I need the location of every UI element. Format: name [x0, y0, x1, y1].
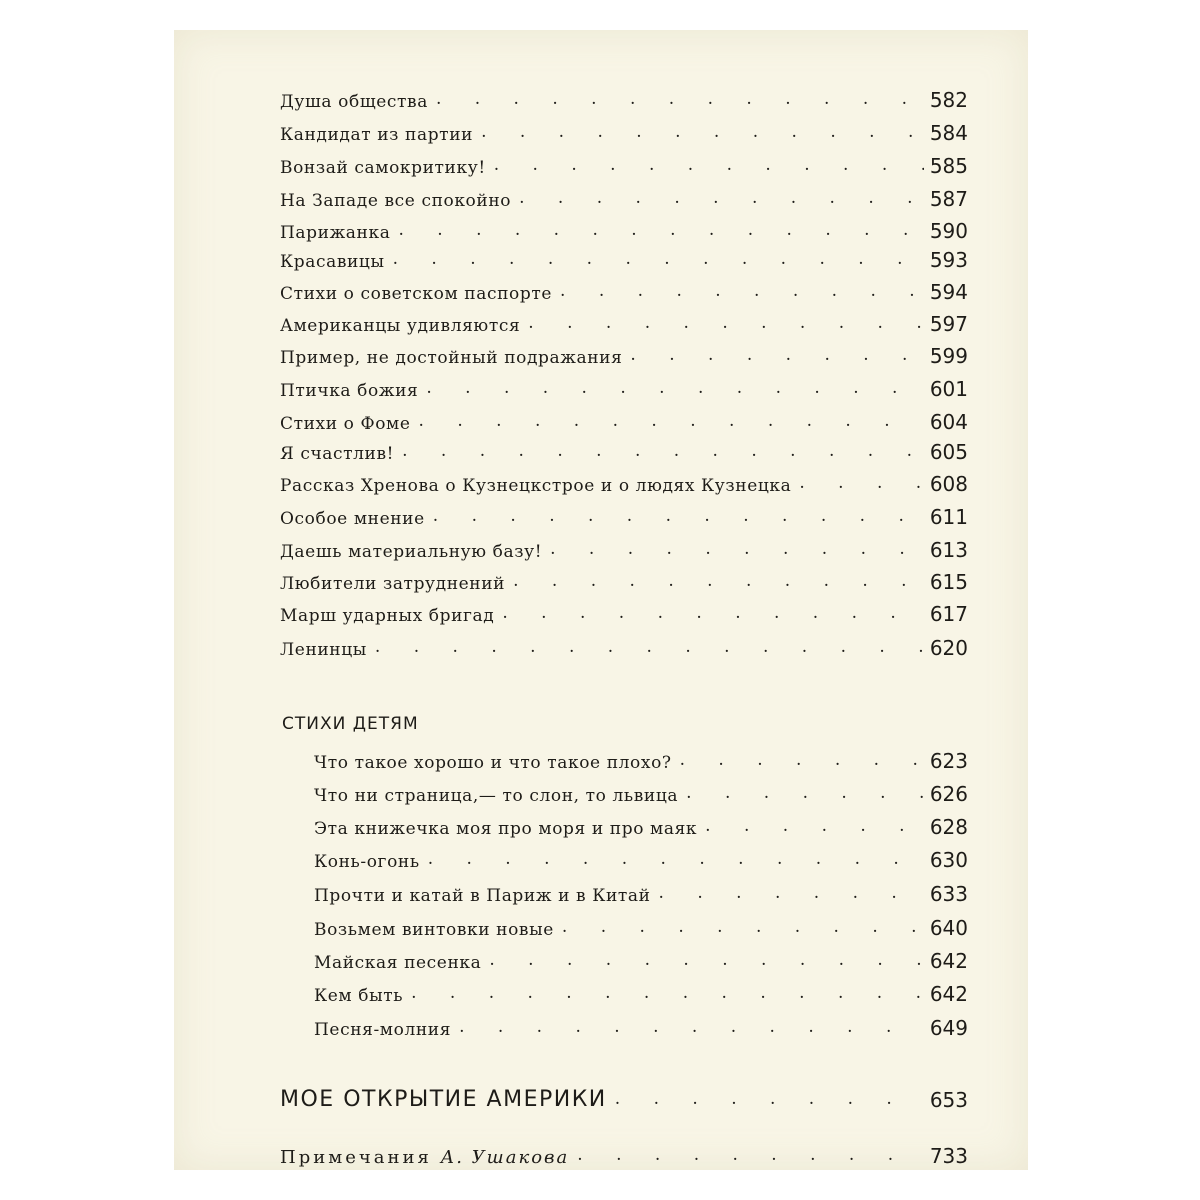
leader-dots — [436, 91, 924, 112]
entry-title: Кем быть — [314, 986, 404, 1006]
toc-entry — [280, 274, 968, 304]
toc-subentry — [314, 976, 968, 1006]
entry-page: 626 — [929, 782, 968, 806]
toc-entry — [280, 532, 968, 562]
entry-page: 605 — [929, 440, 968, 464]
leader-dots — [459, 1019, 924, 1040]
entry-title: Прочти и катай в Париж и в Китай — [314, 886, 651, 906]
toc-entry — [280, 181, 968, 211]
leader-dots — [630, 347, 923, 368]
entry-title: Американцы удивляются — [280, 316, 521, 336]
leader-dots — [562, 919, 924, 940]
toc-entry — [280, 499, 968, 529]
toc-entry — [280, 434, 968, 464]
leader-dots — [513, 573, 924, 594]
leader-dots — [489, 952, 923, 973]
leader-dots — [428, 851, 924, 872]
entry-page: 640 — [929, 916, 968, 940]
entry-page: 601 — [929, 377, 968, 401]
leader-dots — [550, 541, 924, 562]
notes-author: А. Ушакова — [440, 1147, 570, 1168]
entry-page: 604 — [929, 410, 968, 434]
notes-label: Примечания — [280, 1147, 432, 1168]
entry-page: 733 — [929, 1144, 968, 1168]
leader-dots — [659, 885, 924, 906]
toc-entry — [280, 630, 968, 660]
entry-page: 613 — [929, 538, 968, 562]
entry-page: 649 — [929, 1016, 968, 1040]
entry-page: 620 — [929, 636, 968, 660]
toc-entry — [280, 371, 968, 401]
entry-title: Марш ударных бригад — [280, 606, 495, 626]
entry-page: 630 — [929, 848, 968, 872]
leader-dots — [705, 818, 924, 839]
leader-dots — [560, 283, 924, 304]
entry-title: Стихи о советском паспорте — [280, 284, 553, 304]
leader-dots — [799, 475, 923, 496]
entry-page: 642 — [929, 949, 968, 973]
entry-page: 585 — [929, 154, 968, 178]
leader-dots — [411, 985, 924, 1006]
entry-page: 590 — [929, 219, 968, 243]
entry-title: Конь-огонь — [314, 852, 420, 872]
toc-subentry — [314, 910, 968, 940]
toc-subentry — [314, 943, 968, 973]
book-page — [174, 30, 1028, 1170]
entry-title: Вонзай самокритику! — [280, 158, 486, 178]
leader-dots — [686, 785, 924, 806]
toc-entry — [280, 564, 968, 594]
leader-dots — [433, 508, 924, 529]
entry-title: Что ни страница,— то слон, то львица — [314, 786, 679, 806]
entry-page: 584 — [929, 121, 968, 145]
entry-title: Песня-молния — [314, 1020, 452, 1040]
leader-dots — [502, 605, 923, 626]
toc-subentry — [314, 776, 968, 806]
entry-title: Ленинцы — [280, 640, 367, 660]
leader-dots — [615, 1091, 924, 1112]
entry-title: Красавицы — [280, 252, 385, 272]
entry-title: МОЕ ОТКРЫТИЕ АМЕРИКИ — [280, 1087, 607, 1112]
entry-title: Пример, не достойный подражания — [280, 348, 623, 368]
entry-page: 628 — [929, 815, 968, 839]
entry-page: 623 — [929, 749, 968, 773]
entry-page: 594 — [929, 280, 968, 304]
toc-subentry — [314, 1010, 968, 1040]
entry-page: 653 — [929, 1088, 968, 1112]
toc-subentry — [314, 809, 968, 839]
toc-entry-notes — [280, 1138, 968, 1168]
toc-entry — [280, 115, 968, 145]
toc-entry — [280, 82, 968, 112]
entry-title: Птичка божия — [280, 381, 419, 401]
toc-subentry — [314, 842, 968, 872]
leader-dots — [402, 443, 924, 464]
entry-title: Я счастлив! — [280, 444, 395, 464]
toc-entry — [280, 404, 968, 434]
leader-dots — [680, 752, 924, 773]
toc-subentry — [314, 743, 968, 773]
toc-subentry — [314, 876, 968, 906]
entry-page: 617 — [929, 602, 968, 626]
entry-title: Рассказ Хренова о Кузнецкстрое и о людях Кузнецка — [280, 476, 792, 496]
toc-entry — [280, 242, 968, 272]
section-heading-children: СТИХИ ДЕТЯМ — [282, 714, 419, 734]
toc-entry — [280, 596, 968, 626]
leader-dots — [481, 124, 924, 145]
entry-title: Эта книжечка моя про моря и про маяк — [314, 819, 698, 839]
leader-dots — [393, 251, 924, 272]
entry-title: Парижанка — [280, 223, 391, 243]
entry-title — [280, 1147, 577, 1168]
entry-title: Особое мнение — [280, 509, 425, 529]
toc-entry — [280, 213, 968, 243]
entry-title: На Западе все спокойно — [280, 191, 512, 211]
leader-dots — [419, 413, 924, 434]
entry-title: Душа общества — [280, 92, 428, 112]
entry-title: Майская песенка — [314, 953, 482, 973]
entry-page: 599 — [929, 344, 968, 368]
entry-page: 611 — [929, 505, 968, 529]
entry-page: 642 — [929, 982, 968, 1006]
toc-entry — [280, 148, 968, 178]
leader-dots — [398, 222, 923, 243]
leader-dots — [375, 639, 924, 660]
leader-dots — [426, 380, 923, 401]
toc-entry — [280, 338, 968, 368]
entry-page: 587 — [929, 187, 968, 211]
entry-title: Что такое хорошо и что такое плохо? — [314, 753, 672, 773]
toc-entry-america — [280, 1082, 968, 1112]
entry-page: 608 — [929, 472, 968, 496]
entry-title: Стихи о Фоме — [280, 414, 411, 434]
entry-page: 633 — [929, 882, 968, 906]
entry-title: Возьмем винтовки новые — [314, 920, 554, 940]
toc-entry — [280, 466, 968, 496]
entry-page: 582 — [929, 88, 968, 112]
entry-title: Любители затруднений — [280, 574, 506, 594]
entry-page: 593 — [929, 248, 968, 272]
toc-entry — [280, 306, 968, 336]
leader-dots — [528, 315, 924, 336]
entry-page: 597 — [929, 312, 968, 336]
entry-page: 615 — [929, 570, 968, 594]
leader-dots — [494, 157, 924, 178]
leader-dots — [519, 190, 924, 211]
entry-title: Кандидат из партии — [280, 125, 474, 145]
entry-title: Даешь материальную базу! — [280, 542, 543, 562]
leader-dots — [577, 1147, 924, 1168]
